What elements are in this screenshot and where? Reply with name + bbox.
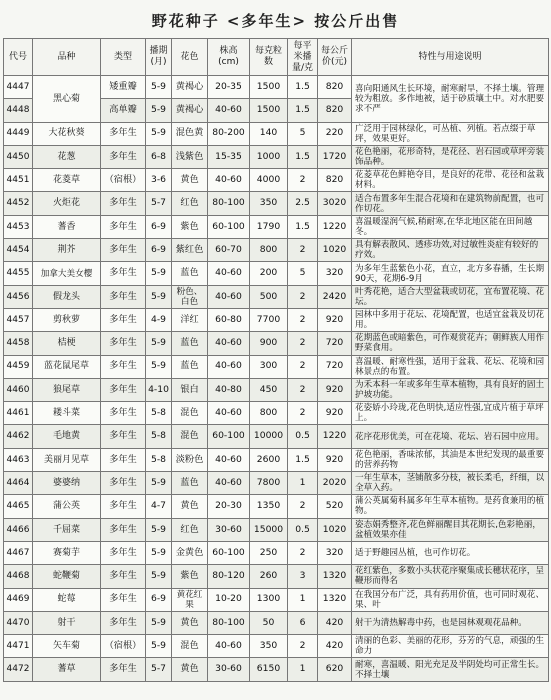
cell-price: 820 bbox=[318, 99, 352, 122]
cell-code: 4449 bbox=[4, 122, 33, 145]
cell-desc: 喜温暖湿润气候,稍耐寒,在华北地区能在田间越冬。 bbox=[352, 215, 549, 238]
cell-rate: 2 bbox=[288, 541, 318, 564]
cell-rate: 1 bbox=[288, 472, 318, 495]
cell-code: 4465 bbox=[4, 495, 33, 518]
cell-rate: 3 bbox=[288, 565, 318, 588]
cell-sowing: 5-7 bbox=[146, 192, 172, 215]
cell-desc: 喜向阳通风生长环境，耐寒耐旱，不择土壤。管理较为粗放。多作地被，适于砂质壤土中。对水肥要求不严 bbox=[352, 76, 549, 123]
cell-type: 多年生 bbox=[101, 588, 146, 611]
cell-height: 40-60 bbox=[208, 402, 250, 425]
cell-seeds: 900 bbox=[250, 332, 288, 355]
cell-sowing: 5-9 bbox=[146, 518, 172, 541]
cell-seeds: 450 bbox=[250, 378, 288, 401]
cell-color: 金黄色 bbox=[172, 541, 208, 564]
cell-seeds: 2600 bbox=[250, 448, 288, 471]
cell-color: 粉色、白色 bbox=[172, 285, 208, 308]
cell-code: 4461 bbox=[4, 402, 33, 425]
table-row bbox=[4, 541, 549, 564]
cell-name: 婆婆纳 bbox=[33, 472, 101, 495]
cell-sowing: 5-9 bbox=[146, 472, 172, 495]
cell-rate: 1 bbox=[288, 658, 318, 681]
table-row bbox=[4, 588, 549, 611]
cell-rate: 2 bbox=[288, 378, 318, 401]
cell-name: 火炬花 bbox=[33, 192, 101, 215]
cell-height: 40-60 bbox=[208, 169, 250, 192]
cell-type: 多年生 bbox=[101, 122, 146, 145]
cell-desc: 花红紫色，多数小头状花序聚集成长穗状花序，呈鞭形而得名 bbox=[352, 565, 549, 588]
cell-height: 10-20 bbox=[208, 588, 250, 611]
cell-name: 黑心菊 bbox=[33, 76, 101, 123]
cell-seeds: 300 bbox=[250, 355, 288, 378]
cell-price: 520 bbox=[318, 495, 352, 518]
header-code: 代号 bbox=[4, 39, 33, 76]
table-row bbox=[4, 355, 549, 378]
cell-rate: 6 bbox=[288, 611, 318, 634]
cell-type: （宿根） bbox=[101, 635, 146, 658]
cell-color: 淡粉色 bbox=[172, 448, 208, 471]
cell-type: 多年生 bbox=[101, 495, 146, 518]
cell-sowing: 5-8 bbox=[146, 448, 172, 471]
cell-code: 4453 bbox=[4, 215, 33, 238]
cell-type: 多年生 bbox=[101, 308, 146, 331]
cell-desc: 花姿娇小玲珑,花色明快,适应性强,宜成片植于草坪上。 bbox=[352, 402, 549, 425]
cell-name: 蓝花鼠尾草 bbox=[33, 355, 101, 378]
cell-price: 820 bbox=[318, 169, 352, 192]
table-row bbox=[4, 76, 549, 99]
cell-name: 加拿大美女樱 bbox=[33, 262, 101, 285]
cell-desc: 清丽的色彩、美丽的花形，芬芳的气息，顽强的生命力 bbox=[352, 635, 549, 658]
cell-desc: 姿态娟秀整齐,花色鲜丽醒目其花期长,色彩艳丽，盆植效果亦佳 bbox=[352, 518, 549, 541]
cell-code: 4451 bbox=[4, 169, 33, 192]
cell-desc: 花期蓝色或暗紫色，可作观赏花卉；朝鲜族人用作野菜食用。 bbox=[352, 332, 549, 355]
cell-type: 多年生 bbox=[101, 565, 146, 588]
table-row bbox=[4, 169, 549, 192]
cell-name: 蛇鞭菊 bbox=[33, 565, 101, 588]
cell-rate: 5 bbox=[288, 262, 318, 285]
cell-height: 60-70 bbox=[208, 239, 250, 262]
cell-code: 4450 bbox=[4, 145, 33, 168]
table-row bbox=[4, 472, 549, 495]
table-row bbox=[4, 192, 549, 215]
cell-code: 4463 bbox=[4, 448, 33, 471]
cell-sowing: 5-9 bbox=[146, 285, 172, 308]
cell-code: 4469 bbox=[4, 588, 33, 611]
cell-rate: 2 bbox=[288, 239, 318, 262]
cell-rate: 2 bbox=[288, 495, 318, 518]
table-row bbox=[4, 448, 549, 471]
cell-code: 4456 bbox=[4, 285, 33, 308]
cell-desc: 花色艳丽，花形奇特，是花径、岩石园或草坪旁装饰品种。 bbox=[352, 145, 549, 168]
cell-sowing: 6-9 bbox=[146, 588, 172, 611]
cell-type: 多年生 bbox=[101, 285, 146, 308]
cell-seeds: 1000 bbox=[250, 145, 288, 168]
cell-seeds: 6150 bbox=[250, 658, 288, 681]
cell-desc: 广泛用于园林绿化，可丛植、列植。若点缀于草坪，效果更好。 bbox=[352, 122, 549, 145]
cell-desc: 为多年生蓝紫色小花，直立，北方多春播，生长期90天，花期6-9月 bbox=[352, 262, 549, 285]
cell-color: 红色 bbox=[172, 192, 208, 215]
cell-seeds: 140 bbox=[250, 122, 288, 145]
cell-height: 15-35 bbox=[208, 145, 250, 168]
table-row bbox=[4, 635, 549, 658]
cell-rate: 2 bbox=[288, 308, 318, 331]
cell-color: 黄褐心 bbox=[172, 76, 208, 99]
cell-price: 420 bbox=[318, 611, 352, 634]
cell-sowing: 5-8 bbox=[146, 425, 172, 448]
cell-type: 多年生 bbox=[101, 262, 146, 285]
cell-height: 40-60 bbox=[208, 99, 250, 122]
cell-price: 920 bbox=[318, 378, 352, 401]
cell-color: 红色 bbox=[172, 518, 208, 541]
cell-code: 4460 bbox=[4, 378, 33, 401]
cell-height: 30-60 bbox=[208, 658, 250, 681]
cell-name: 大花秋葵 bbox=[33, 122, 101, 145]
cell-height: 60-100 bbox=[208, 541, 250, 564]
cell-name: 耧斗菜 bbox=[33, 402, 101, 425]
cell-color: 蓝色 bbox=[172, 472, 208, 495]
cell-code: 4457 bbox=[4, 308, 33, 331]
cell-type: 多年生 bbox=[101, 215, 146, 238]
header-name: 品种 bbox=[33, 39, 101, 76]
cell-seeds: 250 bbox=[250, 541, 288, 564]
cell-name: 狼尾草 bbox=[33, 378, 101, 401]
cell-sowing: 6-8 bbox=[146, 145, 172, 168]
cell-color: 蓝色 bbox=[172, 332, 208, 355]
cell-sowing: 6-9 bbox=[146, 239, 172, 262]
cell-sowing: 5-9 bbox=[146, 565, 172, 588]
cell-name: 蛇莓 bbox=[33, 588, 101, 611]
cell-color: 洋红 bbox=[172, 308, 208, 331]
table-row bbox=[4, 262, 549, 285]
cell-sowing: 5-9 bbox=[146, 262, 172, 285]
cell-code: 4471 bbox=[4, 635, 33, 658]
cell-name: 美丽月见草 bbox=[33, 448, 101, 471]
cell-price: 220 bbox=[318, 122, 352, 145]
cell-price: 420 bbox=[318, 635, 352, 658]
cell-type: 多年生 bbox=[101, 518, 146, 541]
cell-type: （宿根） bbox=[101, 169, 146, 192]
cell-type: 多年生 bbox=[101, 611, 146, 634]
cell-price: 920 bbox=[318, 308, 352, 331]
cell-desc: 耐寒，喜温暖、阳光充足及半阴处均可正常生长。不择土壤 bbox=[352, 658, 549, 681]
cell-color: 紫红色 bbox=[172, 239, 208, 262]
cell-rate: 1.5 bbox=[288, 215, 318, 238]
table-row bbox=[4, 332, 549, 355]
cell-height: 40-60 bbox=[208, 355, 250, 378]
cell-color: 蓝色 bbox=[172, 262, 208, 285]
cell-color: 银白 bbox=[172, 378, 208, 401]
cell-seeds: 200 bbox=[250, 262, 288, 285]
cell-height: 80-200 bbox=[208, 122, 250, 145]
cell-code: 4455 bbox=[4, 262, 33, 285]
cell-desc: 叶秀花艳，适合大型盆栽或切花，宜布置花境、花坛。 bbox=[352, 285, 549, 308]
cell-price: 3020 bbox=[318, 192, 352, 215]
cell-color: 黄色 bbox=[172, 169, 208, 192]
table-row bbox=[4, 145, 549, 168]
header-rate: 每平米播量/克 bbox=[288, 39, 318, 76]
cell-desc: 在我国分布广泛，具有药用价值，也可同时观花、果、叶 bbox=[352, 588, 549, 611]
cell-rate: 2 bbox=[288, 285, 318, 308]
cell-price: 320 bbox=[318, 262, 352, 285]
cell-color: 混色 bbox=[172, 402, 208, 425]
cell-color: 蓝色 bbox=[172, 355, 208, 378]
table-row bbox=[4, 402, 549, 425]
cell-name: 花菱草 bbox=[33, 169, 101, 192]
header-price: 每公斤价(元) bbox=[318, 39, 352, 76]
cell-code: 4470 bbox=[4, 611, 33, 634]
cell-height: 40-60 bbox=[208, 262, 250, 285]
cell-price: 1320 bbox=[318, 565, 352, 588]
cell-type: 多年生 bbox=[101, 355, 146, 378]
cell-seeds: 350 bbox=[250, 635, 288, 658]
cell-sowing: 5-9 bbox=[146, 611, 172, 634]
cell-name: 射干 bbox=[33, 611, 101, 634]
cell-color: 紫色 bbox=[172, 565, 208, 588]
cell-name: 千屈菜 bbox=[33, 518, 101, 541]
cell-code: 4447 bbox=[4, 76, 33, 99]
cell-name: 毛地黄 bbox=[33, 425, 101, 448]
cell-rate: 0.5 bbox=[288, 425, 318, 448]
cell-price: 920 bbox=[318, 402, 352, 425]
cell-name: 蓍草 bbox=[33, 658, 101, 681]
cell-sowing: 4-9 bbox=[146, 308, 172, 331]
cell-seeds: 50 bbox=[250, 611, 288, 634]
header-type: 类型 bbox=[101, 39, 146, 76]
cell-color: 混色 bbox=[172, 425, 208, 448]
table-row bbox=[4, 239, 549, 262]
cell-rate: 1.5 bbox=[288, 99, 318, 122]
cell-sowing: 5-9 bbox=[146, 541, 172, 564]
cell-price: 920 bbox=[318, 448, 352, 471]
cell-color: 黄褐心 bbox=[172, 99, 208, 122]
cell-desc: 花序花形优美，可在花境、花坛、岩石园中应用。 bbox=[352, 425, 549, 448]
cell-rate: 1.5 bbox=[288, 145, 318, 168]
cell-type: 矮重瓣 bbox=[101, 76, 146, 99]
cell-code: 4468 bbox=[4, 565, 33, 588]
cell-rate: 0.5 bbox=[288, 518, 318, 541]
cell-desc: 为禾本科一年或多年生草本植物，具有良好的固土护坡功能。 bbox=[352, 378, 549, 401]
table-row bbox=[4, 611, 549, 634]
cell-desc: 适于野趣园丛植，也可作切花。 bbox=[352, 541, 549, 564]
cell-sowing: 4-7 bbox=[146, 495, 172, 518]
cell-code: 4448 bbox=[4, 99, 33, 122]
cell-sowing: 5-9 bbox=[146, 76, 172, 99]
cell-sowing: 6-9 bbox=[146, 215, 172, 238]
cell-rate: 2 bbox=[288, 169, 318, 192]
cell-height: 20-35 bbox=[208, 76, 250, 99]
cell-code: 4472 bbox=[4, 658, 33, 681]
cell-sowing: 5-9 bbox=[146, 99, 172, 122]
table-body bbox=[4, 76, 549, 682]
cell-code: 4454 bbox=[4, 239, 33, 262]
cell-code: 4458 bbox=[4, 332, 33, 355]
table-row bbox=[4, 565, 549, 588]
cell-height: 40-60 bbox=[208, 448, 250, 471]
cell-price: 1220 bbox=[318, 215, 352, 238]
cell-seeds: 260 bbox=[250, 565, 288, 588]
cell-type: 多年生 bbox=[101, 425, 146, 448]
cell-height: 40-60 bbox=[208, 285, 250, 308]
cell-code: 4466 bbox=[4, 518, 33, 541]
cell-price: 720 bbox=[318, 332, 352, 355]
table-row bbox=[4, 495, 549, 518]
cell-price: 1720 bbox=[318, 145, 352, 168]
cell-type: 多年生 bbox=[101, 658, 146, 681]
table-header-row bbox=[4, 39, 549, 76]
table-row bbox=[4, 285, 549, 308]
cell-price: 1220 bbox=[318, 425, 352, 448]
cell-seeds: 15000 bbox=[250, 518, 288, 541]
table-row bbox=[4, 378, 549, 401]
cell-name: 剪秋萝 bbox=[33, 308, 101, 331]
cell-height: 20-30 bbox=[208, 495, 250, 518]
cell-desc: 蒲公英属菊科属多年生草本植物。是药食兼用的植物。 bbox=[352, 495, 549, 518]
cell-rate: 1.5 bbox=[288, 76, 318, 99]
cell-seeds: 1300 bbox=[250, 588, 288, 611]
cell-seeds: 800 bbox=[250, 239, 288, 262]
cell-name: 桔梗 bbox=[33, 332, 101, 355]
cell-price: 2420 bbox=[318, 285, 352, 308]
header-color: 花色 bbox=[172, 39, 208, 76]
cell-rate: 1.5 bbox=[288, 448, 318, 471]
cell-desc: 园林中多用于花坛、花境配置，也适宜盆栽及切花用。 bbox=[352, 308, 549, 331]
cell-seeds: 10000 bbox=[250, 425, 288, 448]
header-sowing: 播期(月) bbox=[146, 39, 172, 76]
cell-sowing: 5-9 bbox=[146, 122, 172, 145]
cell-sowing: 4-10 bbox=[146, 378, 172, 401]
cell-seeds: 7800 bbox=[250, 472, 288, 495]
page-title: 野花种子 <多年生> 按公斤出售 bbox=[151, 12, 400, 30]
cell-type: 多年生 bbox=[101, 541, 146, 564]
cell-color: 混色黄 bbox=[172, 122, 208, 145]
cell-color: 混色 bbox=[172, 635, 208, 658]
header-seeds: 每克粒数 bbox=[250, 39, 288, 76]
cell-rate: 5 bbox=[288, 122, 318, 145]
cell-rate: 2 bbox=[288, 355, 318, 378]
seed-price-table bbox=[3, 38, 549, 682]
cell-height: 40-60 bbox=[208, 472, 250, 495]
cell-sowing: 5-9 bbox=[146, 635, 172, 658]
cell-price: 1320 bbox=[318, 588, 352, 611]
cell-name: 蒲公英 bbox=[33, 495, 101, 518]
cell-color: 黄色 bbox=[172, 495, 208, 518]
cell-seeds: 4000 bbox=[250, 169, 288, 192]
cell-height: 80-100 bbox=[208, 192, 250, 215]
cell-type: 多年生 bbox=[101, 332, 146, 355]
cell-height: 80-100 bbox=[208, 611, 250, 634]
cell-code: 4452 bbox=[4, 192, 33, 215]
cell-desc: 花色艳丽，香味浓郁，其油是本世纪发现的最重要的营养药物 bbox=[352, 448, 549, 471]
cell-type: 多年生 bbox=[101, 472, 146, 495]
cell-desc: 具有解表散风、透疹功效,对过敏性炎症有较好的疗效。 bbox=[352, 239, 549, 262]
cell-type: 多年生 bbox=[101, 402, 146, 425]
cell-type: 多年生 bbox=[101, 192, 146, 215]
cell-price: 620 bbox=[318, 658, 352, 681]
cell-color: 黄色 bbox=[172, 658, 208, 681]
cell-rate: 1 bbox=[288, 588, 318, 611]
cell-sowing: 5-7 bbox=[146, 658, 172, 681]
cell-color: 黄花红果 bbox=[172, 588, 208, 611]
cell-desc: 适合布置多年生混合花境和在建筑物前配置，也可作切花。 bbox=[352, 192, 549, 215]
cell-price: 820 bbox=[318, 76, 352, 99]
cell-seeds: 1350 bbox=[250, 495, 288, 518]
cell-sowing: 5-9 bbox=[146, 332, 172, 355]
cell-sowing: 5-9 bbox=[146, 355, 172, 378]
cell-seeds: 500 bbox=[250, 285, 288, 308]
cell-name: 矢车菊 bbox=[33, 635, 101, 658]
cell-height: 60-100 bbox=[208, 215, 250, 238]
table-row bbox=[4, 308, 549, 331]
cell-seeds: 800 bbox=[250, 402, 288, 425]
cell-height: 30-60 bbox=[208, 518, 250, 541]
cell-type: 多年生 bbox=[101, 145, 146, 168]
cell-price: 720 bbox=[318, 355, 352, 378]
cell-sowing: 3-6 bbox=[146, 169, 172, 192]
cell-height: 80-120 bbox=[208, 565, 250, 588]
cell-height: 60-100 bbox=[208, 425, 250, 448]
cell-code: 4464 bbox=[4, 472, 33, 495]
cell-type: 多年生 bbox=[101, 448, 146, 471]
table-row bbox=[4, 425, 549, 448]
cell-color: 浅紫色 bbox=[172, 145, 208, 168]
cell-seeds: 350 bbox=[250, 192, 288, 215]
table-row bbox=[4, 518, 549, 541]
header-desc: 特性与用途说明 bbox=[352, 39, 549, 76]
cell-type: 高单瓣 bbox=[101, 99, 146, 122]
cell-seeds: 1500 bbox=[250, 76, 288, 99]
header-height: 株高(cm) bbox=[208, 39, 250, 76]
cell-seeds: 7700 bbox=[250, 308, 288, 331]
cell-height: 40-80 bbox=[208, 378, 250, 401]
cell-desc: 射干为清热解毒中药，也是园林观观花品种。 bbox=[352, 611, 549, 634]
cell-type: 多年生 bbox=[101, 239, 146, 262]
cell-color: 黄色 bbox=[172, 611, 208, 634]
cell-price: 1020 bbox=[318, 239, 352, 262]
cell-seeds: 1500 bbox=[250, 99, 288, 122]
cell-type: 多年生 bbox=[101, 378, 146, 401]
cell-desc: 一年生草本，茎铺散多分枝，被长柔毛，纤细，以全草入药。 bbox=[352, 472, 549, 495]
cell-seeds: 1790 bbox=[250, 215, 288, 238]
cell-code: 4462 bbox=[4, 425, 33, 448]
cell-sowing: 5-8 bbox=[146, 402, 172, 425]
cell-price: 1020 bbox=[318, 518, 352, 541]
cell-height: 60-80 bbox=[208, 308, 250, 331]
cell-rate: 2 bbox=[288, 332, 318, 355]
cell-height: 40-60 bbox=[208, 635, 250, 658]
cell-price: 2020 bbox=[318, 472, 352, 495]
cell-desc: 喜温暖、耐寒性强，适用于盆栽、花坛、花境和园林景点的布置。 bbox=[352, 355, 549, 378]
cell-rate: 2.5 bbox=[288, 192, 318, 215]
table-row bbox=[4, 215, 549, 238]
cell-price: 320 bbox=[318, 541, 352, 564]
cell-color: 紫色 bbox=[172, 215, 208, 238]
cell-height: 40-60 bbox=[208, 332, 250, 355]
table-row bbox=[4, 122, 549, 145]
cell-rate: 2 bbox=[288, 402, 318, 425]
cell-name: 赛菊芋 bbox=[33, 541, 101, 564]
cell-name: 蓍香 bbox=[33, 215, 101, 238]
cell-name: 假龙头 bbox=[33, 285, 101, 308]
cell-name: 荆芥 bbox=[33, 239, 101, 262]
cell-name: 花葱 bbox=[33, 145, 101, 168]
table-row bbox=[4, 658, 549, 681]
cell-code: 4459 bbox=[4, 355, 33, 378]
cell-code: 4467 bbox=[4, 541, 33, 564]
cell-desc: 花菱草花色鲜艳夺目，是良好的花带、花径和盆栽材料。 bbox=[352, 169, 549, 192]
cell-rate: 2 bbox=[288, 635, 318, 658]
